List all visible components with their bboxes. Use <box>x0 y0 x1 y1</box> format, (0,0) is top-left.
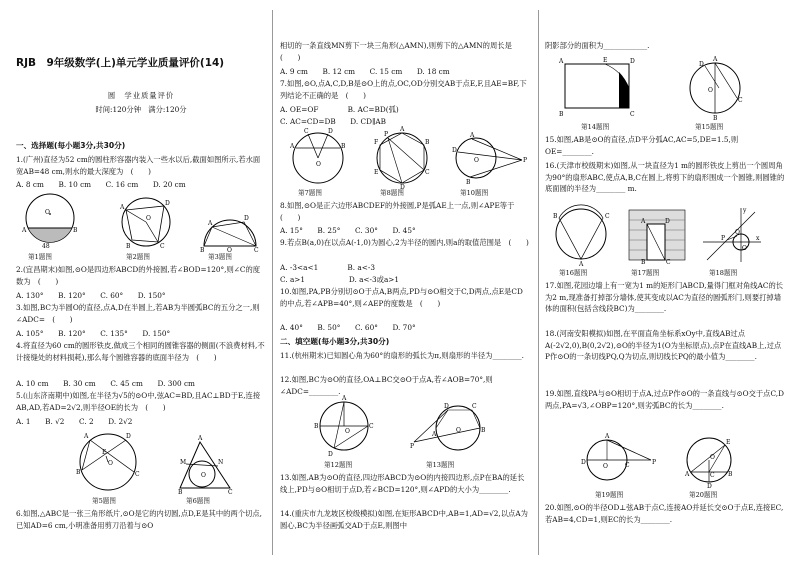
svg-text:A: A <box>342 395 347 402</box>
figure-q18 <box>701 206 763 264</box>
svg-text:P: P <box>652 459 657 466</box>
svg-text:B: B <box>425 139 430 146</box>
svg-text:O: O <box>456 427 461 434</box>
figure-q8 <box>372 126 432 191</box>
svg-text:C: C <box>228 489 233 496</box>
svg-text:B: B <box>200 247 205 254</box>
svg-text:A: A <box>579 261 584 268</box>
svg-text:M: M <box>180 459 187 466</box>
svg-text:B: B <box>559 111 564 118</box>
svg-text:C: C <box>369 423 374 430</box>
page-title: RJB 9年级数学(上)单元学业质量评价(14) <box>16 57 225 69</box>
caption-fig17: 第17题图 <box>631 269 660 277</box>
q6-options: A. 9 cm B. 12 cm C. 15 cm D. 18 cm <box>280 67 450 76</box>
svg-text:D: D <box>699 61 704 68</box>
q10-options: A. 40° B. 50° C. 60° D. 70° <box>280 323 416 332</box>
question-17: 17.如图,花园边墙上有一宽为1 m的矩形门ABCD,量得门框对角线AC的长为2 m,现准备打掉部分墙体,使其变成以AC为直径的圆弧形门,则要打掉墙体的面积(包括含线段BC)为________. <box>545 281 784 314</box>
question-5: 5.(山东济南期中)如图,在半径为√5的⊙O中,弦AC=BD,且AC⊥BD于E,连接AB,AD,若AD=2√2,则半径OE的长为 ( ) <box>16 391 261 412</box>
svg-text:x: x <box>756 235 760 242</box>
svg-text:C: C <box>425 169 430 176</box>
question-7: 7.如图,⊙O,点A,C,D,B是⊙O上的点,OC,OD分别交AB于点E,F,且AE=BF,下列结论不正确的是 ( ) <box>280 79 527 100</box>
caption-fig2: 第2题图 <box>126 253 150 261</box>
question-13: 13.如图,AB为⊙O的直径,四边形ABCD为⊙O的内接四边形,点P在BA的延长线上,PD与⊙O相切于点D,若∠BCD=120°,则∠APD的大小为________. <box>280 473 525 494</box>
svg-text:A: A <box>290 143 295 150</box>
question-4: 4.将直径为60 cm的圆形铁皮,做成三个相同的圆锥容器的侧面(不浪费材料,不计接缝处的材料损耗),那么每个圆锥容器的底面半径为 ( ) <box>16 341 265 362</box>
q5-options: A. 1 B. √2 C. 2 D. 2√2 <box>16 417 133 426</box>
svg-text:O: O <box>146 215 151 222</box>
svg-text:N: N <box>218 459 224 466</box>
svg-text:O: O <box>474 157 479 164</box>
caption-fig5: 第5题图 <box>92 497 116 505</box>
svg-text:A: A <box>198 435 203 442</box>
svg-text:C: C <box>472 403 477 410</box>
svg-text:E: E <box>374 169 379 176</box>
figure-q16 <box>551 206 615 268</box>
question-16: 16.(天津市校级期末)如图,从一块直径为1 m的圆形铁皮上剪出一个圆周角为90°的扇形ABC,使点A,B,C在圆上,将剪下的扇形围成一个圆锥,则圆锥的底面圆的半径为________ m. <box>545 161 785 194</box>
column-1 <box>16 0 266 561</box>
svg-text:P: P <box>523 157 528 164</box>
svg-text:D: D <box>165 200 170 207</box>
svg-text:A: A <box>685 471 690 478</box>
svg-text:B: B <box>481 427 486 434</box>
column-2 <box>280 0 530 561</box>
question-1: 1.(广州)直径为52 cm的圆柱形容器内装入一些水以后,截面如图所示,若水面宽AB=48 cm,则水的最大深度为 ( ) <box>16 155 261 176</box>
question-15: 15.如图,AB是⊙O的直径,点D平分弧AC,AC=5,DE=1.5,则OE=________. <box>545 135 739 156</box>
caption-fig7: 第7题图 <box>298 189 322 197</box>
svg-text:O: O <box>316 161 321 168</box>
svg-text:A: A <box>470 132 475 139</box>
svg-text:D: D <box>581 459 586 466</box>
svg-text:C: C <box>160 243 165 250</box>
svg-text:B: B <box>713 115 718 122</box>
svg-text:O: O <box>108 460 113 467</box>
q8-options: A. 15° B. 25° C. 30° D. 45° <box>280 226 416 235</box>
caption-fig15: 第15题图 <box>695 123 724 131</box>
figure-q14 <box>559 58 639 118</box>
exam-time: 时间:120分钟 满分:120分 <box>95 105 187 114</box>
svg-text:O: O <box>708 87 713 94</box>
svg-text:D: D <box>400 184 405 191</box>
question-12: 12.如图,BC为⊙O的直径,OA⊥BC交⊙O于点A,若∠AOB=70°,则∠ADC=________. <box>280 375 493 396</box>
question-14-cont: 阴影部分的面积为____________. <box>545 41 650 50</box>
q7-options-ab: A. OE=OF B. AC=BD(弧) <box>280 105 399 114</box>
svg-text:F: F <box>374 139 379 146</box>
caption-fig13: 第13题图 <box>426 461 455 469</box>
svg-text:C: C <box>630 111 635 118</box>
figure-q2 <box>118 196 178 252</box>
svg-text:O: O <box>742 245 747 252</box>
caption-fig3: 第3题图 <box>208 253 232 261</box>
svg-text:C: C <box>304 128 309 135</box>
question-18: 18.(河南安阳模拟)如图,在平面直角坐标系xOy中,直线AB过点A(-2√2,0),B(0,2√2),⊙O的半径为1(O为坐标原点),点P在直线AB上,过点P作⊙O的一条切线PQ,Q为切点,则切线长PQ的最小值为________. <box>545 329 782 362</box>
svg-text:A: A <box>208 220 213 227</box>
caption-fig14: 第14题图 <box>581 123 610 131</box>
svg-text:D: D <box>328 128 333 135</box>
figure-q7 <box>288 130 348 186</box>
caption-fig18: 第18题图 <box>709 269 738 277</box>
figure-q20 <box>679 434 739 488</box>
svg-text:B: B <box>76 469 81 476</box>
svg-text:A: A <box>400 126 405 133</box>
section-fill: 二、填空题(每小题3分,共30分) <box>280 337 390 346</box>
question-10: 10.如图,PA,PB分别切⊙O于点A,B两点,PD与⊙O相交于C,D两点,点E是CD的中点,若∠APB=40°,则∠AEP的度数是 ( ) <box>280 287 523 308</box>
question-11: 11.(杭州期末)已知圆心角为60°的扇形的弧长为π,则扇形的半径为________. <box>280 351 524 360</box>
svg-text:E: E <box>726 439 731 446</box>
svg-text:C: C <box>666 259 671 266</box>
svg-text:O: O <box>710 454 715 461</box>
q1-options: A. 8 cm B. 10 cm C. 16 cm D. 20 cm <box>16 180 186 189</box>
question-2: 2.(宜昌期末)如图,⊙O是四边形ABCD的外接圆,若∠BOD=120°,则∠C的度数为 ( ) <box>16 265 261 286</box>
svg-text:O: O <box>45 209 50 216</box>
question-3: 3.如图,BC为半圆O的直径,点A,D在半圆上,若AB为半圆弧BC的五分之一,则∠ADC= ( ) <box>16 303 260 324</box>
question-6: 6.如图,△ABC是一张三角形纸片,⊙O是它的内切圆,点D,E是其中的两个切点,已知AD=6 cm,小明准备用剪刀沿着与⊙O <box>16 509 262 530</box>
svg-text:48: 48 <box>42 243 50 250</box>
figure-q5 <box>76 432 142 494</box>
svg-text:D: D <box>630 58 635 65</box>
question-9: 9.若点B(a,0)在以点A(-1,0)为圆心,2为半径的圆内,则a的取值范围是 ( ) <box>280 238 529 247</box>
svg-text:P: P <box>410 443 415 450</box>
svg-text:B: B <box>73 227 78 234</box>
question-14: 14.(重庆市九龙坡区校级模拟)如图,在矩形ABCD中,AB=1,AD=√2,以点A为圆心,BC为半径画弧交AD于点E,则图中 <box>280 509 528 530</box>
svg-text:B: B <box>466 179 471 186</box>
column-divider <box>272 10 273 555</box>
figure-q17 <box>627 206 689 264</box>
svg-text:D: D <box>665 218 670 225</box>
svg-text:O: O <box>345 428 350 435</box>
svg-text:P: P <box>721 235 726 242</box>
svg-text:P: P <box>384 131 389 138</box>
caption-fig20: 第20题图 <box>689 491 718 499</box>
section-choice: 一、选择题(每小题3分,共30分) <box>16 141 126 150</box>
question-20: 20.如图,⊙O的半径OD⊥弦AB于点C,连接AO并延长交⊙O于点E,连接EC,若AB=4,CD=1,则EC的长为________. <box>545 503 784 524</box>
svg-text:A: A <box>641 218 646 225</box>
q3-options: A. 105° B. 120° C. 135° D. 150° <box>16 329 171 338</box>
page-subtitle: 圆 学业质量评价 <box>107 91 175 100</box>
svg-text:E: E <box>102 449 107 456</box>
svg-text:D: D <box>328 451 333 458</box>
svg-text:B: B <box>126 243 131 250</box>
svg-text:O: O <box>201 472 206 479</box>
svg-text:D: D <box>444 403 449 410</box>
figure-q3 <box>200 212 260 252</box>
caption-fig8: 第8题图 <box>380 189 404 197</box>
svg-text:B: B <box>728 471 733 478</box>
question-19: 19.如图,直线PA与⊙O相切于点A,过点P作⊙O的一条直线与⊙O交于点C,D两点,PA=√3,∠OBP=120°,则劣弧BC的长为________. <box>545 389 784 410</box>
q4-options: A. 10 cm B. 30 cm C. 45 cm D. 300 cm <box>16 379 195 388</box>
svg-text:B: B <box>314 423 319 430</box>
svg-text:O: O <box>227 247 232 254</box>
question-8: 8.如图,⊙O是正六边形ABCDEF的外接圆,P是弧AE上一点,则∠APE等于 ( ) <box>280 201 522 222</box>
figure-q15 <box>685 56 745 122</box>
svg-text:A: A <box>120 204 125 211</box>
figure-q1 <box>22 190 82 250</box>
svg-text:A: A <box>559 58 564 65</box>
column-divider <box>538 10 539 555</box>
q7-options-cd: C. AC=CD=DB D. CD∥AB <box>280 117 386 126</box>
svg-text:A: A <box>605 433 610 440</box>
svg-text:D: D <box>452 147 457 154</box>
figure-q10 <box>452 130 526 186</box>
svg-text:C: C <box>135 471 140 478</box>
svg-text:D: D <box>244 215 249 222</box>
figure-q12 <box>314 395 376 458</box>
question-6-cont: 相切的一条直线MN剪下一块三角形(△AMN),则剪下的△AMN的周长是 ( ) <box>280 41 520 62</box>
svg-text:y: y <box>743 207 747 214</box>
svg-text:A: A <box>84 433 89 440</box>
q9-options-ab: A. -3<a<1 B. a<-3 <box>280 263 375 272</box>
caption-fig1: 第1题图 <box>28 253 52 261</box>
caption-fig16: 第16题图 <box>559 269 588 277</box>
q2-options: A. 130° B. 120° C. 60° D. 150° <box>16 291 166 300</box>
svg-text:B: B <box>641 259 646 266</box>
svg-text:B: B <box>553 213 558 220</box>
svg-text:C: C <box>254 247 259 254</box>
svg-text:D: D <box>126 433 131 440</box>
figure-q19 <box>581 433 657 488</box>
svg-text:B: B <box>178 489 183 496</box>
column-3 <box>545 0 785 561</box>
svg-text:A: A <box>22 227 27 234</box>
svg-text:O: O <box>603 463 608 470</box>
caption-fig10: 第10题图 <box>460 189 489 197</box>
svg-text:E: E <box>603 57 608 64</box>
caption-fig19: 第19题图 <box>595 491 624 499</box>
svg-text:A: A <box>432 431 437 438</box>
q9-options-cd: C. a>1 D. a<-3或a>1 <box>280 275 400 284</box>
svg-text:Q: Q <box>735 229 740 236</box>
figure-q6 <box>178 435 234 496</box>
svg-text:D: D <box>707 483 712 490</box>
svg-text:C: C <box>710 472 715 479</box>
caption-fig12: 第12题图 <box>324 461 353 469</box>
svg-text:C: C <box>625 462 630 469</box>
svg-text:A: A <box>713 56 718 63</box>
svg-text:C: C <box>738 97 743 104</box>
svg-text:B: B <box>341 143 346 150</box>
figure-q13 <box>410 402 494 456</box>
svg-text:C: C <box>605 213 610 220</box>
caption-fig6: 第6题图 <box>186 497 210 505</box>
